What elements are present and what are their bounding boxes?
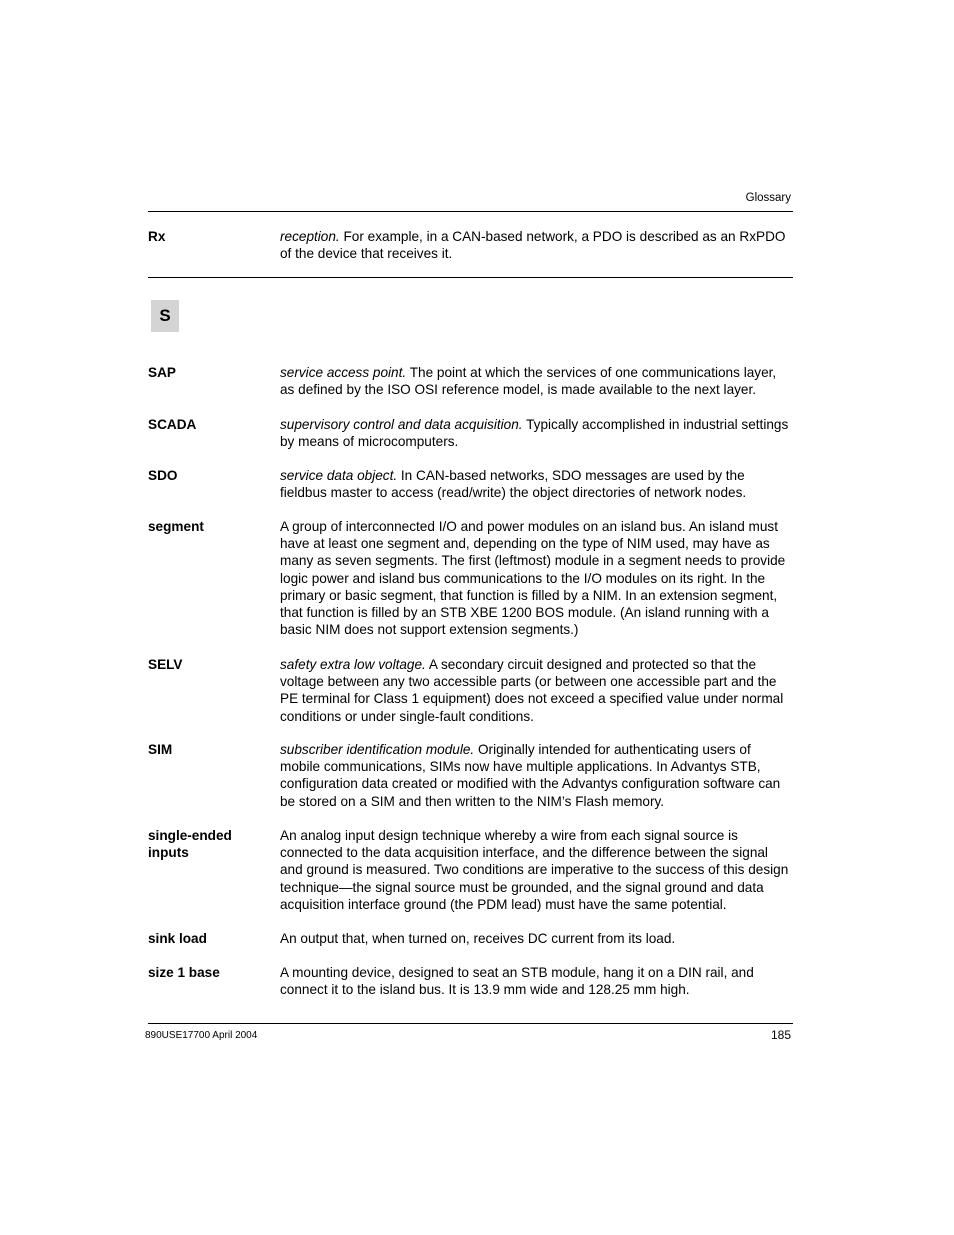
definition-text: Originally intended for authenticating users of mobile communications, SIMs now have multiple applications. In Advantys STB, configuration data created or modified with the Advantys configuration software can be stored on a SIM and then written to the NIM’s Flash memory.: [280, 742, 781, 809]
definition-text: In CAN-based networks, SDO messages are used by the fieldbus master to access (read/write) the object directories of network nodes.: [280, 468, 747, 501]
glossary-entry: [148, 416, 793, 450]
definition-lead: subscriber identification module.: [280, 742, 475, 757]
entry-term: size 1 base: [148, 965, 220, 980]
section-rule: [148, 277, 793, 278]
definition-lead: service access point.: [280, 365, 407, 380]
glossary-entry: [148, 364, 793, 398]
entry-definition: [280, 518, 793, 638]
entry-definition: [280, 964, 793, 998]
entry-definition: [280, 467, 793, 501]
entry-term: SIM: [148, 742, 173, 757]
header-rule: [148, 211, 793, 212]
footer-doc-id: 890USE17700 April 2004: [145, 1030, 258, 1041]
footer-rule: [148, 1023, 793, 1024]
entry-definition: [280, 416, 793, 450]
running-header: Glossary: [745, 192, 791, 204]
glossary-entry: [148, 228, 793, 262]
definition-text: For example, in a CAN-based network, a PDO is described as an RxPDO of the device that receives it.: [280, 229, 786, 262]
entry-definition: [280, 656, 793, 725]
glossary-entry: [148, 964, 793, 998]
definition-lead: safety extra low voltage.: [280, 657, 426, 672]
entry-term: SCADA: [148, 417, 197, 432]
definition-text: An analog input design technique whereby a wire from each signal source is connected to the data acquisition interface, and the difference between the signal and ground is measured. Two conditions are imperative to the success of this design technique—the signal source must be grounded, and the signal ground and data acquisition interface ground (the PDM lead) must have the same potential.: [280, 828, 789, 912]
definition-text: An output that, when turned on, receives DC current from its load.: [280, 931, 676, 946]
definition-text: A mounting device, designed to seat an STB module, hang it on a DIN rail, and connect it to the island bus. It is 13.9 mm wide and 128.25 mm high.: [280, 965, 754, 998]
entry-term: segment: [148, 519, 204, 534]
entry-term: sink load: [148, 931, 207, 946]
definition-lead: supervisory control and data acquisition.: [280, 417, 523, 432]
glossary-entry: [148, 741, 793, 810]
definition-lead: reception.: [280, 229, 340, 244]
page-number: 185: [770, 1028, 791, 1042]
glossary-entry: [148, 827, 793, 913]
entry-definition: [280, 741, 793, 810]
entry-term: SELV: [148, 657, 183, 672]
entry-term: single-ended inputs: [148, 828, 232, 861]
definition-text: Typically accomplished in industrial settings by means of microcomputers.: [280, 417, 789, 450]
entry-term: SDO: [148, 468, 178, 483]
entry-definition: [280, 930, 793, 947]
definition-text: The point at which the services of one communications layer, as defined by the ISO OSI reference model, is made available to the next layer.: [280, 365, 777, 398]
definition-text: A group of interconnected I/O and power modules on an island bus. An island must have at least one segment and, depending on the type of NIM used, may have as many as seven segments. The first (leftmost) module in a segment needs to provide logic power and island bus communications to the I/O modules on its right. In the primary or basic segment, that function is filled by a NIM. In an extension segment, that function is filled by an STB XBE 1200 BOS module. (An island running with a basic NIM does not support extension segments.): [280, 519, 786, 638]
glossary-entry: [148, 518, 793, 638]
entry-term: SAP: [148, 365, 176, 380]
glossary-entry: [148, 467, 793, 501]
glossary-entry: [148, 656, 793, 725]
entry-definition: [280, 228, 793, 262]
definition-text: A secondary circuit designed and protected so that the voltage between any two accessible parts (or between one accessible part and the PE terminal for Class 1 equipment) does not exceed a specified value under normal conditions or under single-fault conditions.: [280, 657, 784, 724]
entry-definition: [280, 827, 793, 913]
entry-term: Rx: [148, 229, 166, 244]
entry-definition: [280, 364, 793, 398]
glossary-entry: [148, 930, 793, 947]
definition-lead: service data object.: [280, 468, 398, 483]
section-letter-box: S: [151, 300, 179, 332]
